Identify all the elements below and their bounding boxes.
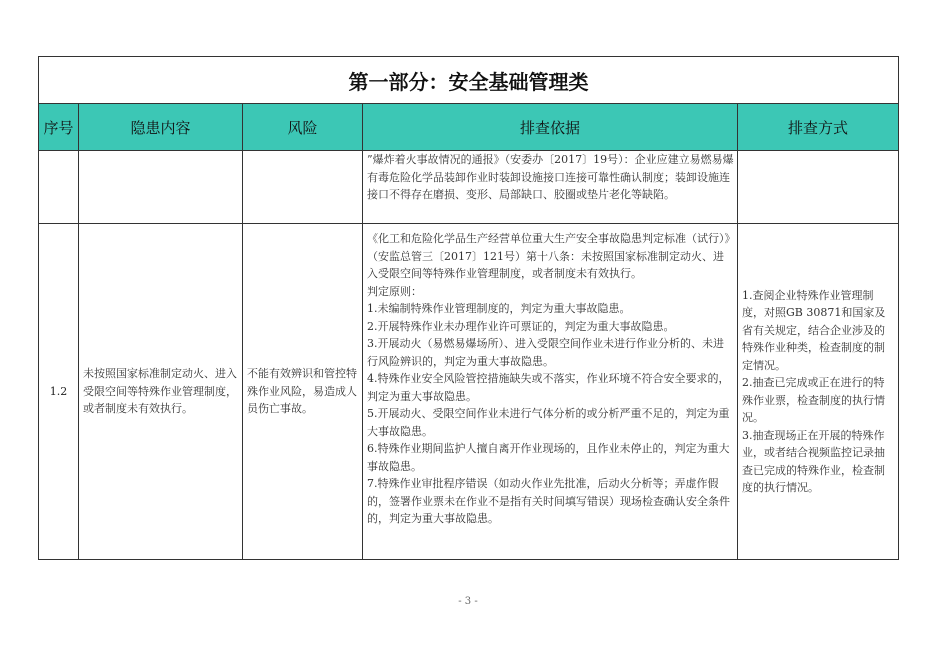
hazard-text: 未按照国家标准制定动火、进入受限空间等特殊作业管理制度，或者制度未有效执行。 — [83, 367, 237, 416]
table-row — [39, 151, 899, 224]
column-header-risk: 风险 — [243, 104, 363, 151]
method-text: 1.查阅企业特殊作业管理制度，对照GB 30871和国家及省有关规定，结合企业涉及的特殊作业种类，检查制度的制定情况。 2.抽查已完成或正在进行的特殊作业票，检查制度的执行情况。 3.抽查现场正在开展的特殊作业，或者结合视频监控记录抽查已完成的特殊作业，检查制度的执行情况。 — [742, 288, 886, 494]
basis-cell — [363, 151, 738, 224]
risk-cell — [243, 151, 363, 224]
table-row — [39, 224, 899, 560]
method-cell — [738, 224, 899, 560]
column-header-hazard: 隐患内容 — [79, 104, 243, 151]
table-header-row — [39, 104, 899, 151]
risk-text: 不能有效辨识和管控特殊作业风险，易造成人员伤亡事故。 — [247, 367, 357, 416]
basis-cell — [363, 224, 738, 560]
column-header-basis: 排查依据 — [363, 104, 738, 151]
page-number: - 3 - — [458, 596, 478, 607]
seq-text: 1.2 — [49, 385, 68, 398]
column-header-seq: 序号 — [39, 104, 79, 151]
basis-text: 《化工和危险化学品生产经营单位重大生产安全事故隐患判定标准（试行）》（安监总管三〔2017〕121号）第十八条：未按照国家标准制定动火、进入受限空间等特殊作业管理制度，或者制度未有效执行。 判定原则： 1.未编制特殊作业管理制度的，判定为重大事故隐患。 2.开展特殊作业未办理作业许可票证的，判定为重大事故隐患。 3.开展动火（易燃易爆场所）、进入受限空间作业未进行作业分析的、未进行风险辨识的，判定为重大事故隐患。 4.特殊作业安全风险管控措施缺失或不落实，作业环境不符合安全要求的，判定为重大事故隐患。 5.开展动火、受限空间作业未进行气体分析的或分析严重不足的，判定为重大事故隐患。 6.特殊作业期间监护人擅自离开作业现场的，且作业未停止的，判定为重大事故隐患。 7.特殊作业审批程序错误（如动火作业先批准，后动火分析等；弄虚作假的，签署作业票未在作业不是指有关时间填写错误）现场检查确认安全条件的，判定为重大事故隐患。 — [367, 232, 730, 525]
seq-cell — [39, 151, 79, 224]
hazard-cell — [79, 224, 243, 560]
hazard-cell — [79, 151, 243, 224]
hazard-table — [38, 56, 899, 560]
column-header-method: 排查方式 — [738, 104, 899, 151]
risk-cell — [243, 224, 363, 560]
seq-cell — [39, 224, 79, 560]
basis-text: ”爆炸着火事故情况的通报》（安委办〔2017〕19号）：企业应建立易燃易爆有毒危险化学品装卸作业时装卸设施接口连接可靠性确认制度；装卸设施连接口不得存在磨损、变形、局部缺口、胶圈或垫片老化等缺陷。 — [367, 153, 734, 201]
method-cell — [738, 151, 899, 224]
page-title: 第一部分：安全基础管理类 — [39, 57, 899, 104]
